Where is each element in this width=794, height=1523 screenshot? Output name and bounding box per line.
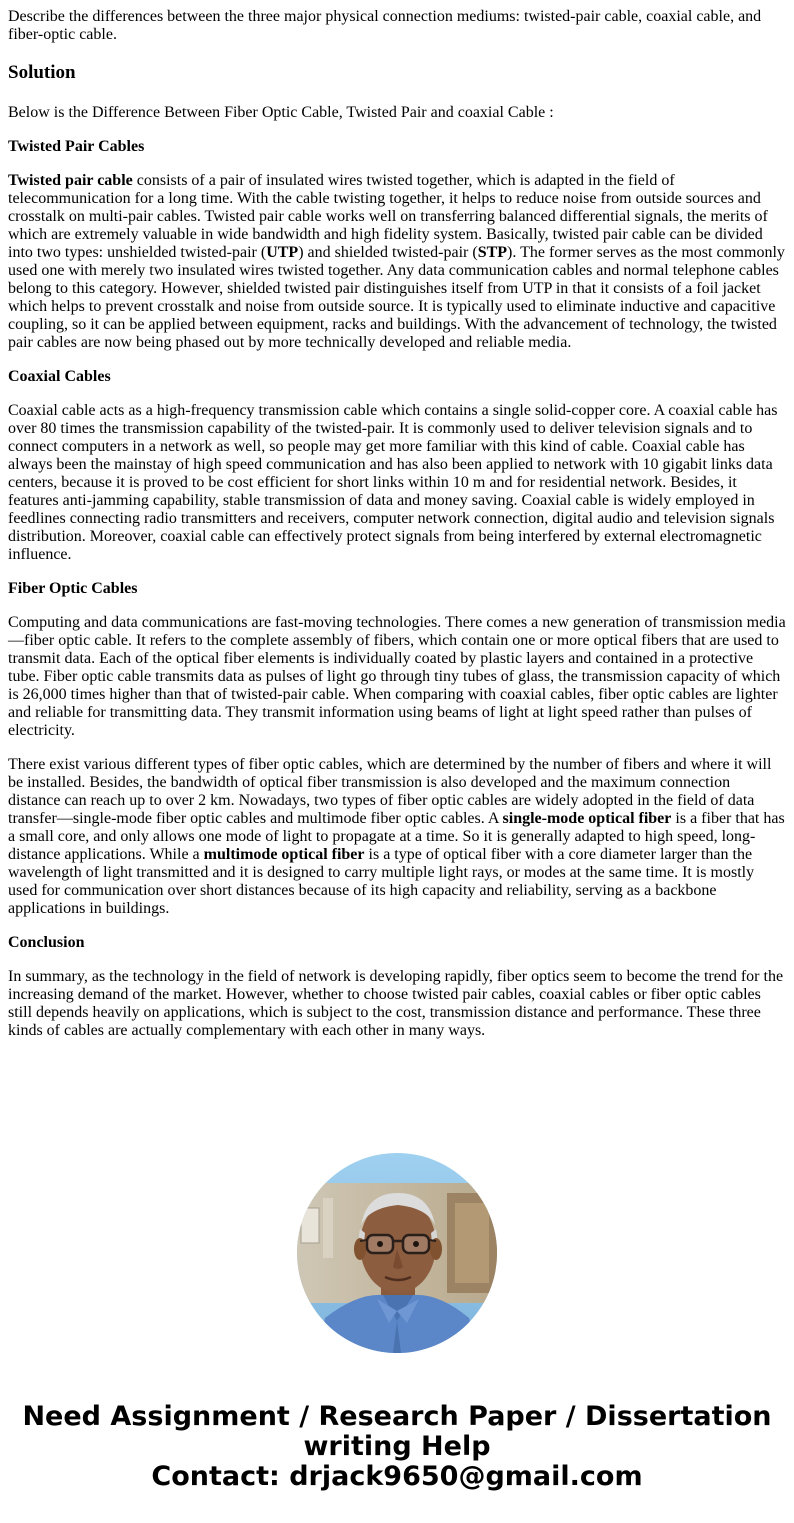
twisted-pair-text-2: ) and shielded twisted-pair ( (298, 244, 478, 261)
multimode-term: multimode optical fiber (203, 846, 365, 863)
contact-footer (0, 1402, 794, 1492)
fiber-text-c: is a type of optical fiber with a core diameter larger than the wavelength of light transmitted and it is designed to carry multiple light rays, or modes at the same time. It is mostly used for communication over short distances because of its high capacity and reliability, serving as a backbone applications in buildings. (8, 846, 755, 917)
twisted-pair-text-3: ). The former serves as the most commonly used one with merely two insulated wires twisted together. Any data communication cables and normal telephone cables belong to this category. However, shielded twisted pair distinguishes itself from UTP in that it consists of a foil jacket which helps to prevent crosstalk and noise from outside source. It is typically used to eliminate inductive and capacitive coupling, so it can be applied between equipment, racks and buildings. With the advancement of technology, the twisted pair cables are now being phased out by more technically developed and reliable media. (8, 244, 785, 351)
footer-contact-line: Contact: drjack9650@gmail.com (151, 1461, 643, 1492)
fiber-text-b: is a fiber that has a small core, and only allows one mode of light to propagate at a time. So it is generally adapted to high speed, long-distance applications. While a (8, 810, 785, 863)
twisted-pair-heading: Twisted Pair Cables (8, 138, 145, 155)
utp-term: UTP (266, 244, 299, 261)
question-text: Describe the differences between the three major physical connection mediums: twisted-pair cable, coaxial cable, and fiber-optic cable. (8, 8, 762, 43)
solution-heading: Solution (8, 62, 76, 83)
conclusion-heading: Conclusion (8, 934, 85, 951)
coaxial-heading: Coaxial Cables (8, 368, 111, 385)
twisted-pair-paragraph (8, 172, 786, 352)
single-mode-term: single-mode optical fiber (502, 810, 672, 827)
author-avatar (297, 1153, 497, 1353)
fiber-text-a: There exist various different types of fiber optic cables, which are determined by the number of fibers and where it will be installed. Besides, the bandwidth of optical fiber transmission is also developed and the maximum connection distance can reach up to over 2 km. Nowadays, two types of fiber optic cables are widely adopted in the field of data transfer—single-mode fiber optic cables and multimode fiber optic cables. A (8, 756, 772, 827)
intro-text: Below is the Difference Between Fiber Optic Cable, Twisted Pair and coaxial Cable : (8, 104, 554, 121)
document-body (8, 8, 786, 1056)
coaxial-paragraph: Coaxial cable acts as a high-frequency transmission cable which contains a single solid-copper core. A coaxial cable has over 80 times the transmission capability of the twisted-pair. It is commonly used to deliver television signals and to connect computers in a network as well, so people may get more familiar with this kind of cable. Coaxial cable has always been the mainstay of high speed communication and has also been applied to network with 10 gigabit links data centers, because it is proved to be cost efficient for short links within 10 m and for residential network. Besides, it features anti-jamming capability, stable transmission of data and money saving. Coaxial cable is widely employed in feedlines connecting radio transmitters and receivers, computer network connection, digital audio and television signals distribution. Moreover, coaxial cable can effectively protect signals from being interfered by external electromagnetic influence. (8, 402, 778, 563)
fiber-optic-paragraph-1: Computing and data communications are fast-moving technologies. There comes a new generation of transmission media—fiber optic cable. It refers to the complete assembly of fibers, which contain one or more optical fibers that are used to transmit data. Each of the optical fiber elements is individually coated by plastic layers and contained in a protective tube. Fiber optic cable transmits data as pulses of light go through tiny tubes of glass, the transmission capacity of which is 26,000 times higher than that of twisted-pair cable. When comparing with coaxial cables, fiber optic cables are lighter and reliable for transmitting data. They transmit information using beams of light at light speed rather than pulses of electricity. (8, 614, 786, 739)
fiber-optic-paragraph-2 (8, 756, 786, 918)
twisted-pair-text-1: consists of a pair of insulated wires twisted together, which is adapted in the field of telecommunication for a long time. With the cable twisting together, it helps to reduce noise from outside sources and crosstalk on multi-pair cables. Twisted pair cable works well on transferring balanced differential signals, the merits of which are extremely valuable in wide bandwidth and high fidelity system. Basically, twisted pair cable can be divided into two types: unshielded twisted-pair ( (8, 172, 768, 261)
stp-term: STP (477, 244, 508, 261)
fiber-optic-heading: Fiber Optic Cables (8, 580, 138, 597)
footer-line-2: writing Help (303, 1431, 491, 1462)
conclusion-paragraph: In summary, as the technology in the field of network is developing rapidly, fiber optics seem to become the trend for the increasing demand of the market. However, whether to choose twisted pair cables, coaxial cables or fiber optic cables still depends heavily on applications, which is subject to the cost, transmission distance and performance. These three kinds of cables are actually complementary with each other in many ways. (8, 968, 784, 1039)
twisted-pair-term: Twisted pair cable (8, 172, 133, 189)
author-portrait-icon (297, 1153, 497, 1353)
footer-line-1: Need Assignment / Research Paper / Dissertation (22, 1401, 772, 1432)
